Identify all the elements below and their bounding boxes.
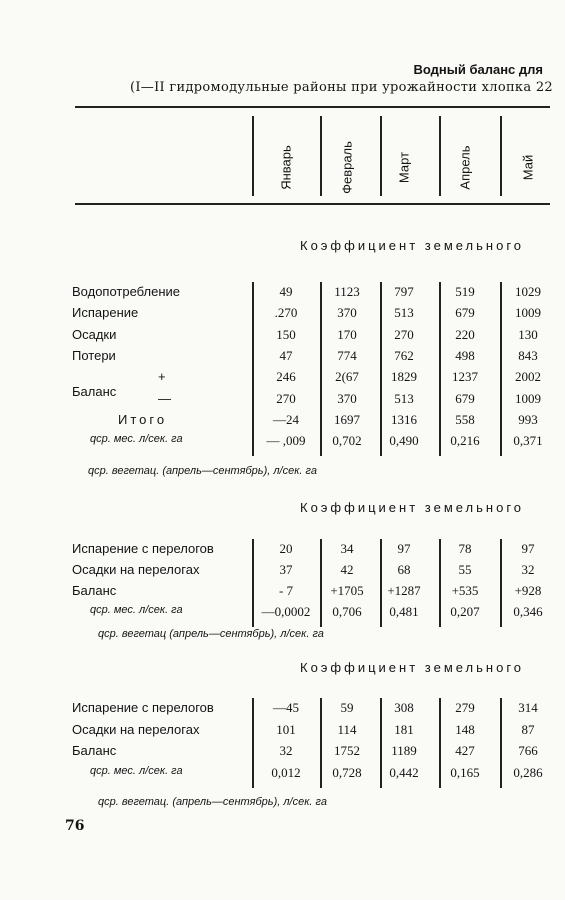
- section1-cell: 1237: [452, 369, 478, 385]
- section2-col-separator: [380, 539, 382, 627]
- section1-cell: 1829: [391, 369, 417, 385]
- header-col-separator: [320, 116, 322, 196]
- section2-cell: 55: [458, 562, 472, 577]
- section2-cell: +535: [451, 583, 479, 598]
- section1-col-separator: [252, 282, 254, 456]
- section1-cell: 150: [276, 326, 296, 342]
- section1-cell: 0,490: [389, 433, 419, 449]
- section2-cell: 97: [397, 541, 411, 556]
- section3-title: Коэффициент земельного: [300, 660, 525, 675]
- section1-cell: 270: [394, 326, 414, 342]
- section2-cell: +1705: [330, 583, 364, 598]
- month-header-3: Апрель: [457, 145, 473, 190]
- section3-cell: 308: [394, 700, 414, 715]
- section1-cell: 130: [518, 326, 538, 342]
- section1-cell: 49: [279, 284, 293, 299]
- section3-row-label: Баланс: [72, 743, 117, 758]
- section2-cell: —0,0002: [261, 604, 311, 619]
- section3-cell: 0,442: [389, 764, 419, 780]
- section3-veg-note: qср. вегетац. (апрель—сентябрь), л/сек. га: [98, 796, 327, 808]
- section3-cell: 0,286: [513, 764, 543, 780]
- section2-col-separator: [252, 539, 254, 627]
- header-top-rule: [75, 106, 550, 108]
- section3-cell: 279: [455, 700, 475, 715]
- section1-cell: 370: [337, 390, 357, 406]
- section1-cell: 774: [337, 347, 357, 363]
- month-header-4: Май: [520, 154, 536, 181]
- section2-cell: 0,346: [513, 604, 543, 619]
- section1-cell: 558: [455, 411, 475, 427]
- section2-title: Коэффициент земельного: [300, 500, 525, 515]
- month-header-2: Март: [396, 151, 412, 184]
- section1-cell: 1123: [334, 284, 360, 299]
- section3-cell: —45: [273, 700, 299, 715]
- section2-cell: 0,207: [450, 604, 480, 619]
- section2-cell: 97: [521, 541, 535, 556]
- section1-row-label: qср. мес. л/сек. га: [90, 433, 183, 446]
- header-col-separator: [500, 116, 502, 196]
- section1-cell: 679: [455, 305, 475, 321]
- section3-row-label: qср. мес. л/сек. га: [90, 764, 183, 777]
- header-col-separator: [252, 116, 254, 196]
- section3-cell: 0,165: [450, 764, 480, 780]
- section1-row-label: Потери: [72, 347, 116, 363]
- section2-cell: 78: [458, 541, 472, 556]
- section1-cell: 993: [518, 411, 538, 427]
- section1-row-label: +: [158, 369, 166, 385]
- section1-cell: 762: [394, 347, 414, 363]
- section2-col-separator: [500, 539, 502, 627]
- section1-cell: —24: [273, 411, 299, 427]
- section3-cell: 148: [455, 721, 475, 737]
- section3-col-separator: [439, 698, 441, 788]
- section1-cell: — ,009: [266, 433, 306, 449]
- section3-cell: 114: [337, 721, 357, 737]
- section3-row-label: Испарение с перелогов: [72, 700, 214, 715]
- section3-cell: 32: [279, 743, 293, 758]
- section1-cell: 220: [455, 326, 475, 342]
- section1-col-separator: [380, 282, 382, 456]
- section2-cell: - 7: [278, 583, 294, 598]
- section2-cell: +1287: [387, 583, 421, 598]
- section3-col-separator: [500, 698, 502, 788]
- section1-col-separator: [500, 282, 502, 456]
- section1-cell: 246: [276, 369, 296, 385]
- section1-cell: 0,371: [513, 433, 543, 449]
- section1-cell: 513: [394, 390, 414, 406]
- section2-cell: +928: [514, 583, 542, 598]
- section3-cell: 181: [394, 721, 414, 737]
- section1-cell: 0,216: [450, 433, 480, 449]
- header-col-separator: [439, 116, 441, 196]
- section1-cell: 513: [394, 305, 414, 321]
- section3-cell: 1752: [334, 743, 360, 758]
- section3-cell: 1189: [391, 743, 417, 758]
- month-header-0: Январь: [278, 145, 294, 190]
- section3-cell: 0,728: [332, 764, 362, 780]
- section1-cell: 370: [337, 305, 357, 321]
- section1-row-label: Осадки: [72, 326, 117, 342]
- section1-cell: 1697: [334, 411, 360, 427]
- month-header-1: Февраль: [339, 141, 355, 194]
- section1-row-label: Испарение: [72, 305, 139, 321]
- table-title: Водный баланс для: [413, 62, 543, 77]
- section2-cell: 0,481: [389, 604, 419, 619]
- section2-row-label: Испарение с перелогов: [72, 541, 214, 556]
- section1-cell: 270: [276, 390, 296, 406]
- header-col-separator: [380, 116, 382, 196]
- section2-col-separator: [320, 539, 322, 627]
- section3-cell: 314: [518, 700, 538, 715]
- section1-row-label: Водопотребление: [72, 284, 181, 299]
- section2-veg-note: qср. вегетац (апрель—сентябрь), л/сек. га: [98, 628, 324, 640]
- section1-veg-note: qср. вегетац. (апрель—сентябрь), л/сек. га: [88, 465, 317, 477]
- section1-cell: 1009: [515, 390, 541, 406]
- section3-cell: 59: [340, 700, 354, 715]
- section2-cell: 0,706: [332, 604, 362, 619]
- section1-cell: 1009: [515, 305, 541, 321]
- section1-balance-label: Баланс: [72, 384, 117, 399]
- section1-cell: 1029: [515, 284, 541, 299]
- section2-cell: 37: [279, 562, 293, 577]
- section3-cell: 101: [276, 721, 296, 737]
- section1-col-separator: [439, 282, 441, 456]
- section1-cell: 679: [455, 390, 475, 406]
- section3-col-separator: [252, 698, 254, 788]
- section1-row-label: —: [158, 390, 171, 406]
- section1-cell: 797: [394, 284, 414, 299]
- section3-cell: 766: [518, 743, 538, 758]
- section3-cell: 87: [521, 721, 535, 737]
- section3-col-separator: [380, 698, 382, 788]
- section1-cell: .270: [274, 305, 298, 321]
- section2-cell: 34: [340, 541, 354, 556]
- section1-cell: 1316: [391, 411, 417, 427]
- section1-title: Коэффициент земельного: [300, 238, 525, 253]
- section1-col-separator: [320, 282, 322, 456]
- section3-col-separator: [320, 698, 322, 788]
- section2-row-label: qср. мес. л/сек. га: [90, 604, 183, 616]
- section2-cell: 20: [279, 541, 293, 556]
- page-number: 76: [65, 818, 85, 834]
- section1-cell: 170: [337, 326, 357, 342]
- section3-row-label: Осадки на перелогах: [72, 721, 200, 737]
- section1-cell: 843: [518, 347, 538, 363]
- section2-cell: 42: [340, 562, 354, 577]
- section2-row-label: Баланс: [72, 583, 117, 598]
- section1-cell: 2(67: [335, 369, 359, 385]
- section2-cell: 32: [521, 562, 535, 577]
- section1-row-label: Итого: [118, 411, 168, 427]
- section1-cell: 47: [279, 347, 293, 363]
- section2-col-separator: [439, 539, 441, 627]
- section1-cell: 0,702: [332, 433, 362, 449]
- section3-cell: 427: [455, 743, 475, 758]
- section2-row-label: Осадки на перелогах: [72, 562, 200, 577]
- header-bottom-rule: [75, 203, 550, 205]
- section1-cell: 519: [455, 284, 475, 299]
- section2-cell: 68: [397, 562, 411, 577]
- section1-cell: 498: [455, 347, 475, 363]
- section3-cell: 0,012: [271, 764, 301, 780]
- table-subtitle: (I—II гидромодульные районы при урожайности хлопка 22: [130, 80, 553, 95]
- section1-cell: 2002: [515, 369, 541, 385]
